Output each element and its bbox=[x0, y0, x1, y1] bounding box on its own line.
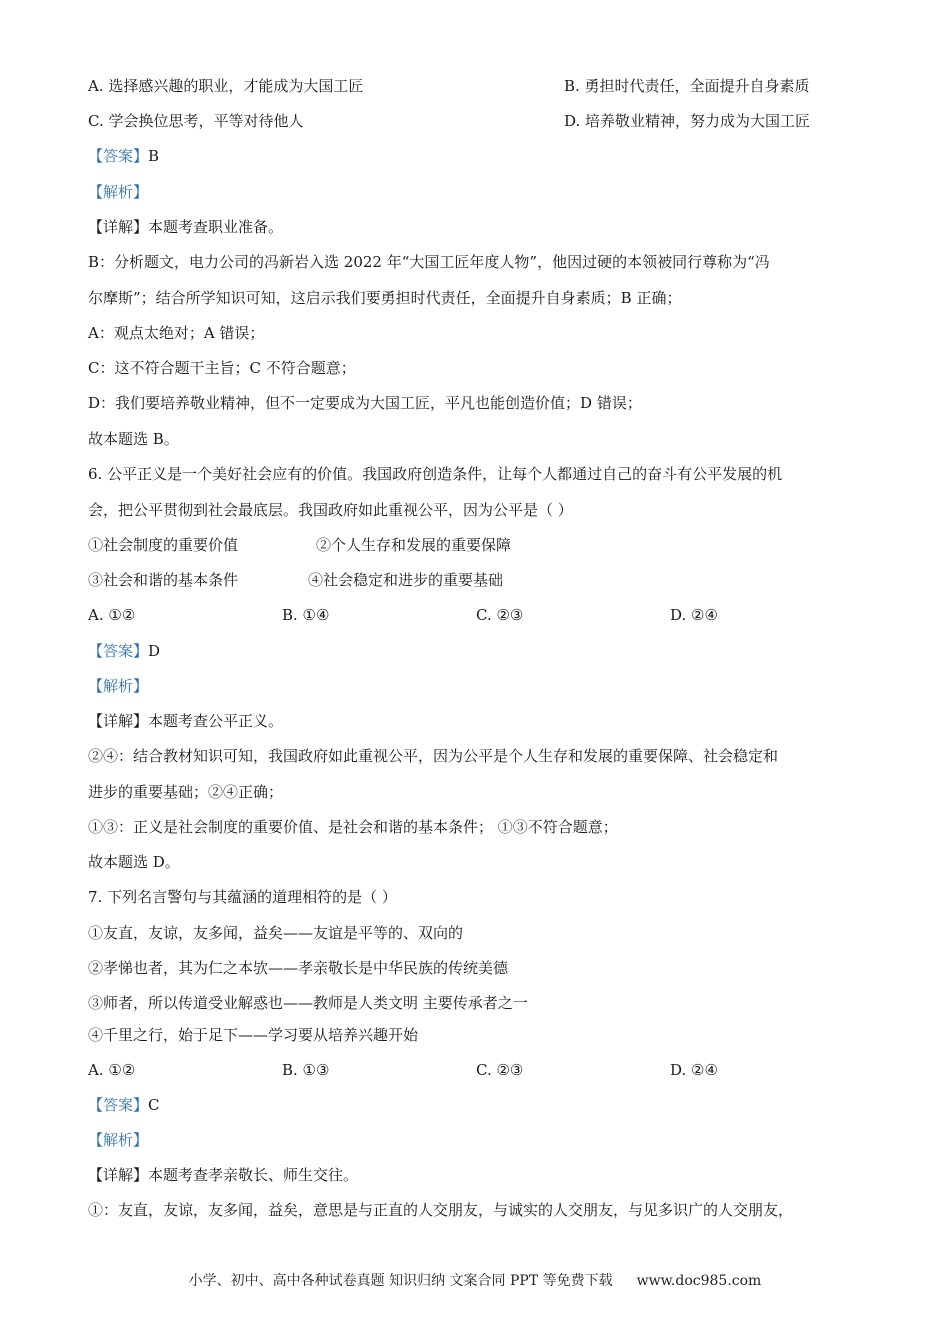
page-footer bbox=[0, 1270, 950, 1290]
q5-option-a: A. 选择感兴趣的职业，才能成为大国工匠 bbox=[88, 77, 364, 95]
q7-item: ③师者，所以传道受业解惑也——教师是人类文明 主要传承者之一 bbox=[88, 994, 528, 1012]
answer-value: D bbox=[148, 642, 161, 660]
q7-stem: 7. 下列名言警句与其蕴涵的道理相符的是（ ） bbox=[88, 888, 397, 906]
q6-item-1: ①社会制度的重要价值 bbox=[88, 536, 239, 554]
footer-text: 小学、初中、高中各种试卷真题 知识归纳 文案合同 PPT 等免费下载 bbox=[188, 1273, 613, 1289]
q7-item: ④千里之行，始于足下——学习要从培养兴趣开始 bbox=[88, 1026, 419, 1044]
q5-answer bbox=[88, 146, 159, 166]
q5-options-row-2 bbox=[88, 111, 868, 131]
q6-conclusion: 故本题选 D。 bbox=[88, 853, 180, 871]
analysis-tag: 【解析】 bbox=[88, 1131, 149, 1149]
q6-option-a: A. ①② bbox=[88, 606, 136, 624]
q6-option-b: B. ①④ bbox=[282, 606, 330, 624]
q5-explanation-line: D：我们要培养敬业精神，但不一定要成为大国工匠，平凡也能创造价值；D 错误； bbox=[88, 394, 642, 412]
answer-tag: 【答案】 bbox=[88, 147, 149, 165]
q5-options-row-1 bbox=[88, 76, 868, 96]
q6-item-3: ③社会和谐的基本条件 bbox=[88, 571, 239, 589]
q7-item: ②孝悌也者，其为仁之本欤——孝亲敬长是中华民族的传统美德 bbox=[88, 959, 509, 977]
q5-detail bbox=[88, 217, 283, 237]
q5-explanation-line: B：分析题文，电力公司的冯新岩入选 2022 年“大国工匠年度人物”，他因过硬的本领被同行尊称为“冯 bbox=[88, 253, 770, 271]
q5-explanation-line: A：观点太绝对；A 错误； bbox=[88, 324, 265, 342]
q7-explanation-line: ①：友直，友谅，友多闻，益矣，意思是与正直的人交朋友，与诚实的人交朋友，与见多识广的人交朋友， bbox=[88, 1201, 794, 1219]
q6-option-c: C. ②③ bbox=[476, 606, 524, 624]
q6-item-4: ④社会稳定和进步的重要基础 bbox=[308, 571, 504, 589]
q7-analysis bbox=[88, 1130, 148, 1150]
q6-analysis bbox=[88, 676, 148, 696]
q7-option-d: D. ②④ bbox=[670, 1061, 718, 1079]
answer-value: C bbox=[148, 1096, 160, 1114]
answer-tag: 【答案】 bbox=[88, 1096, 149, 1114]
analysis-tag: 【解析】 bbox=[88, 677, 149, 695]
q6-explanation-line: ①③：正义是社会制度的重要价值、是社会和谐的基本条件； ①③不符合题意； bbox=[88, 818, 618, 836]
q5-option-b: B. 勇担时代责任，全面提升自身素质 bbox=[564, 77, 810, 95]
answer-tag: 【答案】 bbox=[88, 642, 149, 660]
answer-value: B bbox=[148, 147, 160, 165]
q7-options bbox=[88, 1060, 868, 1080]
detail-tag: 【详解】 bbox=[88, 1166, 149, 1184]
q6-explanation-line: ②④：结合教材知识可知，我国政府如此重视公平，因为公平是个人生存和发展的重要保障、社会稳定和 bbox=[88, 747, 779, 765]
detail-text: 本题考查公平正义。 bbox=[148, 712, 284, 730]
detail-text: 本题考查孝亲敬长、师生交往。 bbox=[148, 1166, 359, 1184]
q6-detail bbox=[88, 711, 283, 731]
q6-option-d: D. ②④ bbox=[670, 606, 718, 624]
q7-item: ①友直，友谅，友多闻，益矣——友谊是平等的、双向的 bbox=[88, 924, 464, 942]
q6-items-row-1 bbox=[88, 535, 868, 555]
q7-answer bbox=[88, 1095, 160, 1115]
footer-url[interactable]: www.doc985.com bbox=[636, 1273, 762, 1289]
q6-stem-line-2: 会，把公平贯彻到社会最底层。我国政府如此重视公平，因为公平是（ ） bbox=[88, 501, 573, 519]
q6-stem-line-1: 6. 公平正义是一个美好社会应有的价值。我国政府创造条件，让每个人都通过自己的奋斗有公平发展的机 bbox=[88, 465, 783, 483]
detail-tag: 【详解】 bbox=[88, 712, 149, 730]
q7-option-c: C. ②③ bbox=[476, 1061, 524, 1079]
q5-conclusion: 故本题选 B。 bbox=[88, 430, 179, 448]
q6-options bbox=[88, 605, 868, 625]
analysis-tag: 【解析】 bbox=[88, 183, 149, 201]
q5-option-c: C. 学会换位思考，平等对待他人 bbox=[88, 112, 304, 130]
q5-option-d: D. 培养敬业精神，努力成为大国工匠 bbox=[564, 112, 811, 130]
q5-explanation-line: C：这不符合题干主旨；C 不符合题意； bbox=[88, 359, 356, 377]
q6-answer bbox=[88, 641, 160, 661]
detail-tag: 【详解】 bbox=[88, 218, 149, 236]
q6-item-2: ②个人生存和发展的重要保障 bbox=[316, 536, 512, 554]
q5-analysis bbox=[88, 182, 148, 202]
q6-explanation-line: 进步的重要基础；②④正确； bbox=[88, 783, 284, 801]
q6-items-row-2 bbox=[88, 570, 868, 590]
q5-explanation-line: 尔摩斯”；结合所学知识可知，这启示我们要勇担时代责任，全面提升自身素质；B 正确； bbox=[88, 289, 682, 307]
q7-detail bbox=[88, 1165, 358, 1185]
detail-text: 本题考查职业准备。 bbox=[148, 218, 284, 236]
q7-option-a: A. ①② bbox=[88, 1061, 136, 1079]
q7-option-b: B. ①③ bbox=[282, 1061, 330, 1079]
